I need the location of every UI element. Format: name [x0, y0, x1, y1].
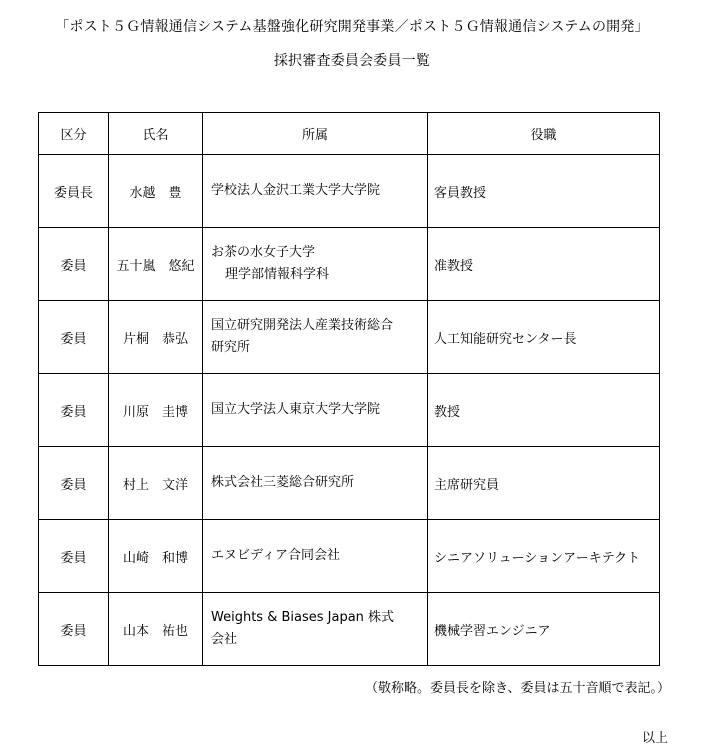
table-row: [39, 228, 660, 301]
cell-category: 委員長: [39, 155, 109, 228]
cell-role: シニアソリューションアーキテクト: [428, 520, 660, 593]
cell-affiliation: [203, 228, 428, 301]
table-row: [39, 374, 660, 447]
cell-role: 人工知能研究センター長: [428, 301, 660, 374]
header-name: 氏名: [109, 113, 203, 155]
affiliation-line: 学校法人金沢工業大学大学院: [211, 183, 381, 198]
cell-affiliation: [203, 447, 428, 520]
cell-affiliation: [203, 520, 428, 593]
cell-name: 村上 文洋: [109, 447, 203, 520]
document-title: 「ポスト５Ｇ情報通信システム基盤強化研究開発事業／ポスト５Ｇ情報通信システムの開発」: [55, 19, 649, 35]
table-row: [39, 447, 660, 520]
cell-role: 准教授: [428, 228, 660, 301]
cell-affiliation: [203, 593, 428, 666]
table-body: [39, 155, 660, 666]
cell-category: 委員: [39, 447, 109, 520]
affiliation-line: 国立研究開発法人産業技術総合: [211, 318, 394, 333]
cell-name: 山崎 和博: [109, 520, 203, 593]
affiliation-line: 会社: [211, 632, 238, 647]
footnote: （敬称略。委員長を除き、委員は五十音順で表記。）: [365, 681, 670, 696]
cell-category: 委員: [39, 301, 109, 374]
affiliation-line: 理学部情報科学科: [225, 267, 330, 282]
table-row: [39, 593, 660, 666]
cell-name: 片桐 恭弘: [109, 301, 203, 374]
cell-name: 五十嵐 悠紀: [109, 228, 203, 301]
end-mark: 以上: [641, 731, 668, 746]
header-role: 役職: [428, 113, 660, 155]
table-row: [39, 155, 660, 228]
cell-affiliation: [203, 301, 428, 374]
cell-affiliation: [203, 155, 428, 228]
document-subtitle: 採択審査委員会委員一覧: [273, 53, 431, 69]
cell-role: 客員教授: [428, 155, 660, 228]
cell-role: 機械学習エンジニア: [428, 593, 660, 666]
cell-category: 委員: [39, 520, 109, 593]
affiliation-line: Weights & Biases Japan 株式: [211, 610, 395, 625]
table-row: [39, 301, 660, 374]
table-row: [39, 520, 660, 593]
cell-role: 教授: [428, 374, 660, 447]
cell-name: 川原 圭博: [109, 374, 203, 447]
cell-name: 山本 祐也: [109, 593, 203, 666]
cell-role: 主席研究員: [428, 447, 660, 520]
cell-category: 委員: [39, 374, 109, 447]
header-affiliation: 所属: [203, 113, 428, 155]
affiliation-line: お茶の水女子大学: [211, 245, 316, 260]
affiliation-line: 研究所: [211, 340, 251, 355]
committee-table: [38, 112, 660, 666]
affiliation-line: 株式会社三菱総合研究所: [211, 475, 355, 490]
table-header-row: [39, 113, 660, 155]
affiliation-line: エヌビディア合同会社: [211, 548, 340, 563]
header-category: 区分: [39, 113, 109, 155]
cell-category: 委員: [39, 593, 109, 666]
cell-affiliation: [203, 374, 428, 447]
cell-name: 水越 豊: [109, 155, 203, 228]
cell-category: 委員: [39, 228, 109, 301]
affiliation-line: 国立大学法人東京大学大学院: [211, 402, 381, 417]
